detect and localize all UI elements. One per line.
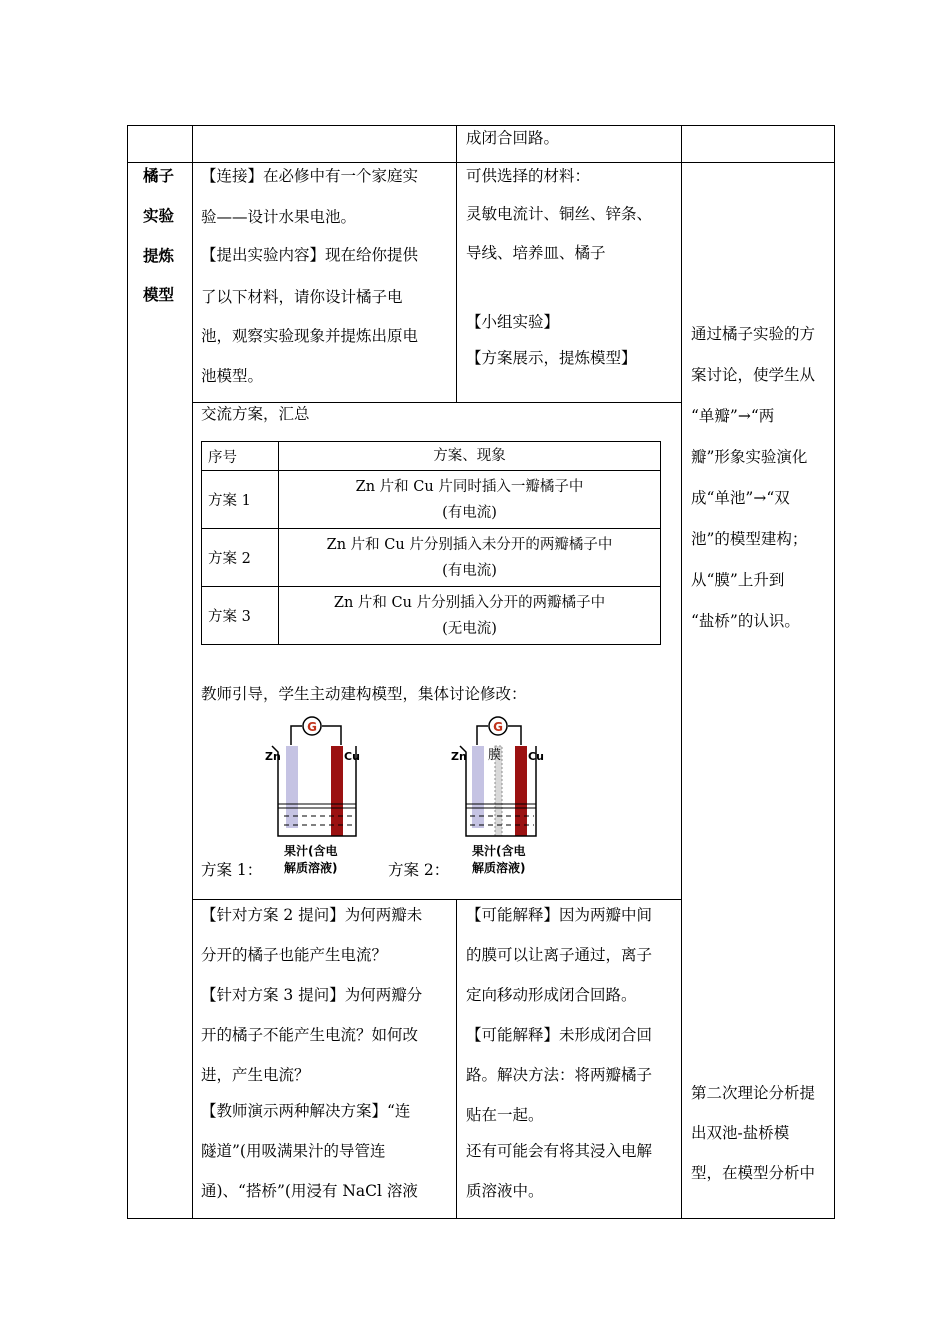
- right-text-line: 从“膜”上升到: [691, 571, 785, 589]
- plan-result: (有电流): [442, 562, 497, 579]
- left-text-line: 【连接】在必修中有一个家庭实: [201, 167, 419, 185]
- galvanometer-label: G: [493, 720, 503, 734]
- juice-label: 解质溶液): [472, 861, 526, 875]
- mid-text-line: 的膜可以让离子通过，离子: [466, 946, 653, 964]
- grid-line: [681, 125, 682, 1219]
- top-row-text: 成闭合回路。: [466, 129, 560, 147]
- section-title-line: 提炼: [143, 247, 175, 265]
- mid-text-line: 还有可能会有将其浸入电解: [466, 1142, 653, 1160]
- cu-label: Cu: [528, 750, 544, 763]
- plan-desc: [279, 471, 661, 529]
- cu-electrode: [331, 746, 343, 836]
- section-title-line: 实验: [143, 207, 175, 225]
- mid-text-line: 【可能解释】未形成闭合回: [466, 1026, 653, 1044]
- left-text-line: 池模型。: [201, 367, 264, 385]
- diagram-plan-2: [448, 712, 558, 878]
- mid-text-line: 可供选择的材料：: [466, 167, 591, 185]
- plan-result: (无电流): [442, 620, 497, 637]
- zn-label: Zn: [265, 750, 281, 763]
- left-text-line: 验——设计水果电池。: [201, 208, 357, 226]
- plan-result: (有电流): [442, 504, 497, 521]
- plan-desc-text: Zn 片和 Cu 片同时插入一瓣橘子中: [355, 478, 584, 495]
- left-text-line: 【针对方案 3 提问】为何两瓣分: [201, 986, 423, 1004]
- mid-text-line: 路。解决方法：将两瓣橘子: [466, 1066, 653, 1084]
- right-text-line: 案讨论，使学生从: [691, 366, 816, 384]
- juice-label: 解质溶液): [284, 861, 338, 875]
- table-row: [202, 529, 661, 587]
- mid-text-line: 【可能解释】因为两瓣中间: [466, 906, 653, 924]
- mid-text-line: 灵敏电流计、铜丝、锌条、: [466, 205, 653, 223]
- mid-text-line: 导线、培养皿、橘子: [466, 244, 606, 262]
- wire: [477, 726, 488, 745]
- grid-line: [456, 162, 457, 402]
- right-text-line: “盐桥”的认识。: [691, 612, 800, 630]
- plan-desc-text: Zn 片和 Cu 片分别插入分开的两瓣橘子中: [333, 594, 606, 611]
- right-text-line: 出双池-盐桥模: [691, 1124, 790, 1142]
- grid-line: [456, 899, 457, 1219]
- section-title-line: 模型: [143, 286, 175, 304]
- right-text-line: 通过橘子实验的方: [691, 325, 816, 343]
- plan-id: 方案 2: [202, 529, 279, 587]
- left-text-line: 【提出实验内容】现在给你提供: [201, 246, 419, 264]
- juice-label: 果汁(含电: [284, 844, 338, 858]
- diagram-label-1: 方案 1：: [201, 861, 263, 879]
- mid-text-line: 【方案展示，提炼模型】: [466, 349, 637, 367]
- table-row: [202, 471, 661, 529]
- mid-text-line: 定向移动形成闭合回路。: [466, 986, 637, 1004]
- right-text-line: 池”的模型建构；: [691, 530, 808, 548]
- mid-text-line: 贴在一起。: [466, 1106, 544, 1124]
- plan-table: [201, 441, 661, 645]
- plan-desc: [279, 587, 661, 645]
- left-text-line: 分开的橘子也能产生电流？: [201, 946, 388, 964]
- left-text-line: 隧道”(用吸满果汁的导管连: [201, 1142, 386, 1160]
- mid-text-line: 质溶液中。: [466, 1182, 544, 1200]
- juice-label: 果汁(含电: [472, 844, 526, 858]
- guide-text: 教师引导，学生主动建构模型，集体讨论修改：: [201, 685, 527, 703]
- plan-desc-text: Zn 片和 Cu 片分别插入未分开的两瓣橘子中: [326, 536, 613, 553]
- left-text-line: 进，产生电流？: [201, 1066, 310, 1084]
- right-text-line: 成“单池”→“双: [691, 489, 790, 507]
- table-row: [202, 587, 661, 645]
- right-text-line: 瓣”形象实验演化: [691, 448, 808, 466]
- diagram-label-2: 方案 2：: [388, 861, 450, 879]
- plan-desc: [279, 529, 661, 587]
- plan-id: 方案 1: [202, 471, 279, 529]
- membrane-label: 膜: [488, 748, 502, 763]
- left-text-line: 【针对方案 2 提问】为何两瓣未: [201, 906, 423, 924]
- left-text-line: 池，观察实验现象并提炼出原电: [201, 327, 419, 345]
- col-header-plan: 方案、现象: [279, 442, 661, 471]
- galvanometer-label: G: [307, 720, 317, 734]
- left-text-line: 【教师演示两种解决方案】“连: [201, 1102, 411, 1120]
- wire: [508, 726, 521, 745]
- col-header-id: 序号: [202, 442, 279, 471]
- grid-line: [456, 125, 457, 162]
- wire: [322, 726, 341, 745]
- right-text-line: 型，在模型分析中: [691, 1164, 816, 1182]
- cu-label: Cu: [344, 750, 360, 763]
- mid-text-line: 【小组实验】: [466, 313, 560, 331]
- diagram-plan-1: [262, 712, 372, 878]
- left-text-line: 通)、“搭桥”(用浸有 NaCl 溶液: [201, 1182, 418, 1200]
- wire: [291, 726, 302, 745]
- right-text-line: “单瓣”→“两: [691, 407, 775, 425]
- left-text-line: 了以下材料，请你设计橘子电: [201, 288, 403, 306]
- plan-id: 方案 3: [202, 587, 279, 645]
- zn-label: Zn: [451, 750, 467, 763]
- left-text-line: 开的橘子不能产生电流？如何改: [201, 1026, 419, 1044]
- section-title-line: 橘子: [143, 167, 175, 185]
- exchange-heading: 交流方案，汇总: [201, 405, 310, 423]
- right-text-line: 第二次理论分析提: [691, 1084, 816, 1102]
- grid-line: [192, 125, 193, 1219]
- cu-electrode: [515, 746, 527, 836]
